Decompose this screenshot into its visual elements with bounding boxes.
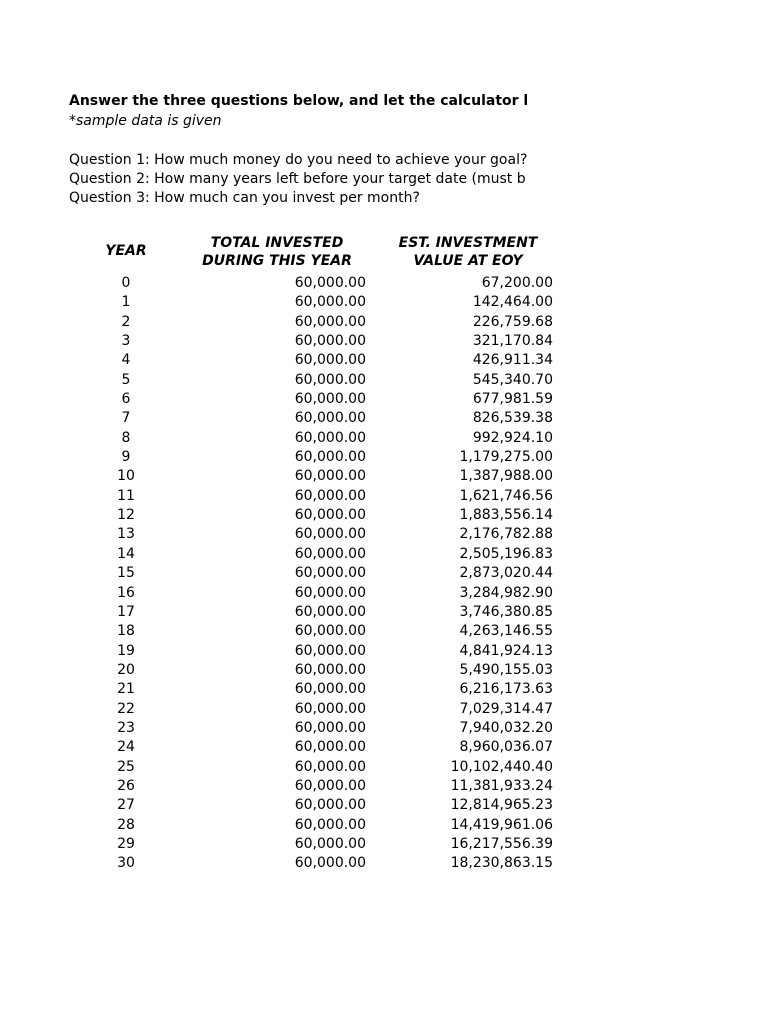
table-row xyxy=(0,796,768,815)
table-row xyxy=(0,854,768,873)
total-invested-cell: 60,000.00 xyxy=(294,449,366,466)
column-header-investment-value-line-2: VALUE AT EOY xyxy=(413,253,523,269)
table-row xyxy=(0,777,768,796)
question-3: Question 3: How much can you invest per month? xyxy=(69,190,420,206)
sample-data-note: *sample data is given xyxy=(69,113,222,129)
column-header-total-invested xyxy=(182,234,372,270)
year-cell: 17 xyxy=(117,603,135,620)
total-invested-cell: 60,000.00 xyxy=(294,642,366,659)
total-invested-cell: 60,000.00 xyxy=(294,835,366,852)
total-invested-cell: 60,000.00 xyxy=(294,313,366,330)
total-invested-cell: 60,000.00 xyxy=(294,275,366,291)
investment-value-cell: 545,340.70 xyxy=(472,371,553,388)
year-cell: 13 xyxy=(117,526,135,543)
year-cell: 5 xyxy=(121,371,131,388)
table-row xyxy=(0,642,768,661)
investment-value-cell: 426,911.34 xyxy=(472,352,553,369)
investment-value-cell: 6,216,173.63 xyxy=(459,681,553,698)
table-row xyxy=(0,351,768,370)
table-row xyxy=(0,603,768,622)
total-invested-cell: 60,000.00 xyxy=(294,816,366,833)
investment-value-cell: 2,873,020.44 xyxy=(459,565,553,582)
year-cell: 11 xyxy=(117,487,135,504)
investment-value-cell: 7,940,032.20 xyxy=(459,719,553,736)
total-invested-cell: 60,000.00 xyxy=(294,487,366,504)
table-row xyxy=(0,584,768,603)
investment-value-cell: 7,029,314.47 xyxy=(459,700,553,717)
total-invested-cell: 60,000.00 xyxy=(294,681,366,698)
total-invested-cell: 60,000.00 xyxy=(294,371,366,388)
investment-value-cell: 67,200.00 xyxy=(481,275,553,291)
table-row xyxy=(0,564,768,583)
total-invested-cell: 60,000.00 xyxy=(294,507,366,524)
year-cell: 2 xyxy=(121,313,131,330)
column-header-year-label: YEAR xyxy=(105,243,147,259)
total-invested-cell: 60,000.00 xyxy=(294,855,366,872)
column-header-total-invested-line-1: TOTAL INVESTED xyxy=(210,235,344,251)
table-row xyxy=(0,371,768,390)
investment-table-body xyxy=(0,274,768,874)
total-invested-cell: 60,000.00 xyxy=(294,410,366,427)
total-invested-cell: 60,000.00 xyxy=(294,391,366,408)
question-1: Question 1: How much money do you need to achieve your goal? xyxy=(69,152,528,168)
investment-value-cell: 1,387,988.00 xyxy=(459,468,553,485)
investment-value-cell: 16,217,556.39 xyxy=(450,835,553,852)
table-row xyxy=(0,332,768,351)
table-row xyxy=(0,429,768,448)
table-row xyxy=(0,506,768,525)
investment-value-cell: 12,814,965.23 xyxy=(450,797,553,814)
year-cell: 30 xyxy=(117,855,135,872)
investment-value-cell: 1,883,556.14 xyxy=(459,507,553,524)
table-row xyxy=(0,525,768,544)
total-invested-cell: 60,000.00 xyxy=(294,333,366,350)
investment-value-cell: 677,981.59 xyxy=(472,391,553,408)
year-cell: 22 xyxy=(117,700,135,717)
table-row xyxy=(0,738,768,757)
total-invested-cell: 60,000.00 xyxy=(294,294,366,311)
total-invested-cell: 60,000.00 xyxy=(294,777,366,794)
total-invested-cell: 60,000.00 xyxy=(294,565,366,582)
table-row xyxy=(0,409,768,428)
investment-value-cell: 2,505,196.83 xyxy=(459,545,553,562)
total-invested-cell: 60,000.00 xyxy=(294,429,366,446)
year-cell: 24 xyxy=(117,739,135,756)
year-cell: 0 xyxy=(121,275,131,291)
column-header-investment-value xyxy=(378,234,558,270)
investment-value-cell: 2,176,782.88 xyxy=(459,526,553,543)
total-invested-cell: 60,000.00 xyxy=(294,603,366,620)
investment-value-cell: 18,230,863.15 xyxy=(450,855,553,872)
total-invested-cell: 60,000.00 xyxy=(294,719,366,736)
investment-value-cell: 3,284,982.90 xyxy=(459,584,553,601)
investment-value-cell: 3,746,380.85 xyxy=(459,603,553,620)
total-invested-cell: 60,000.00 xyxy=(294,526,366,543)
column-header-investment-value-line-1: EST. INVESTMENT xyxy=(398,235,538,251)
total-invested-cell: 60,000.00 xyxy=(294,584,366,601)
investment-value-cell: 992,924.10 xyxy=(472,429,553,446)
year-cell: 12 xyxy=(117,507,135,524)
table-row xyxy=(0,661,768,680)
total-invested-cell: 60,000.00 xyxy=(294,797,366,814)
total-invested-cell: 60,000.00 xyxy=(294,758,366,775)
table-row xyxy=(0,622,768,641)
year-cell: 6 xyxy=(121,391,131,408)
table-row xyxy=(0,467,768,486)
table-row xyxy=(0,313,768,332)
table-row xyxy=(0,274,768,293)
question-2: Question 2: How many years left before your target date (must b xyxy=(69,171,526,187)
total-invested-cell: 60,000.00 xyxy=(294,661,366,678)
table-row xyxy=(0,700,768,719)
table-row xyxy=(0,680,768,699)
year-cell: 18 xyxy=(117,623,135,640)
total-invested-cell: 60,000.00 xyxy=(294,545,366,562)
year-cell: 28 xyxy=(117,816,135,833)
investment-value-cell: 11,381,933.24 xyxy=(450,777,553,794)
table-row xyxy=(0,293,768,312)
investment-value-cell: 1,621,746.56 xyxy=(459,487,553,504)
total-invested-cell: 60,000.00 xyxy=(294,700,366,717)
table-row xyxy=(0,816,768,835)
investment-value-cell: 4,841,924.13 xyxy=(459,642,553,659)
year-cell: 29 xyxy=(117,835,135,852)
total-invested-cell: 60,000.00 xyxy=(294,739,366,756)
column-header-total-invested-line-2: DURING THIS YEAR xyxy=(202,253,352,269)
year-cell: 21 xyxy=(117,681,135,698)
table-row xyxy=(0,719,768,738)
instructions-title: Answer the three questions below, and let the calculator l xyxy=(69,93,529,109)
total-invested-cell: 60,000.00 xyxy=(294,623,366,640)
year-cell: 26 xyxy=(117,777,135,794)
year-cell: 15 xyxy=(117,565,135,582)
total-invested-cell: 60,000.00 xyxy=(294,468,366,485)
table-row xyxy=(0,545,768,564)
table-row xyxy=(0,487,768,506)
year-cell: 19 xyxy=(117,642,135,659)
table-row xyxy=(0,390,768,409)
investment-value-cell: 321,170.84 xyxy=(472,333,553,350)
year-cell: 16 xyxy=(117,584,135,601)
year-cell: 25 xyxy=(117,758,135,775)
year-cell: 20 xyxy=(117,661,135,678)
investment-value-cell: 1,179,275.00 xyxy=(459,449,553,466)
year-cell: 9 xyxy=(121,449,131,466)
total-invested-cell: 60,000.00 xyxy=(294,352,366,369)
investment-value-cell: 5,490,155.03 xyxy=(459,661,553,678)
year-cell: 7 xyxy=(121,410,131,427)
table-row xyxy=(0,758,768,777)
investment-value-cell: 226,759.68 xyxy=(472,313,553,330)
column-header-year xyxy=(96,242,156,260)
year-cell: 10 xyxy=(117,468,135,485)
investment-value-cell: 4,263,146.55 xyxy=(459,623,553,640)
year-cell: 1 xyxy=(121,294,131,311)
year-cell: 4 xyxy=(121,352,131,369)
investment-value-cell: 142,464.00 xyxy=(472,294,553,311)
year-cell: 23 xyxy=(117,719,135,736)
investment-value-cell: 14,419,961.06 xyxy=(450,816,553,833)
investment-value-cell: 826,539.38 xyxy=(472,410,553,427)
investment-value-cell: 8,960,036.07 xyxy=(459,739,553,756)
table-row xyxy=(0,835,768,854)
year-cell: 27 xyxy=(117,797,135,814)
investment-value-cell: 10,102,440.40 xyxy=(450,758,553,775)
year-cell: 8 xyxy=(121,429,131,446)
table-row xyxy=(0,448,768,467)
year-cell: 3 xyxy=(121,333,131,350)
year-cell: 14 xyxy=(117,545,135,562)
